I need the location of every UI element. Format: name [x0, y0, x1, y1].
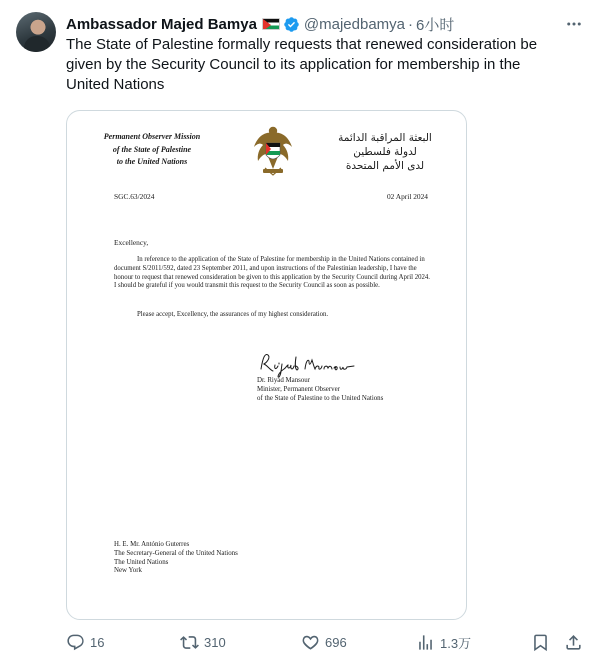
views-button[interactable]: [416, 631, 471, 653]
letterhead-arabic: البعثة المراقبة الدائمة لدولة فلسطين لدى الأمم المتحدة: [338, 132, 432, 172]
reply-button[interactable]: [66, 631, 104, 653]
tweet-actions-bar: [66, 631, 586, 653]
letter-closing: Please accept, Excellency, the assurances of my highest consideration.: [137, 311, 329, 318]
palestine-emblem-icon: [251, 123, 295, 179]
letter-reference: SGC.63/2024: [114, 192, 155, 201]
retweet-count: 310: [204, 634, 226, 650]
share-button[interactable]: [564, 631, 583, 653]
tweet-time[interactable]: 6小时: [416, 16, 455, 34]
views-count: 1.3万: [440, 635, 472, 651]
letter-salutation: Excellency,: [114, 238, 149, 247]
author-name[interactable]: Ambassador Majed Bamya: [66, 15, 257, 33]
like-count: 696: [325, 634, 347, 650]
share-icon: [564, 633, 583, 652]
letter-date: 02 April 2024: [386, 192, 428, 201]
letter-signer: Dr. Riyad Mansour Minister, Permanent Observer of the State of Palestine to the United Nations: [257, 377, 384, 402]
verified-badge-icon[interactable]: [283, 16, 300, 33]
reply-count: 16: [90, 634, 105, 650]
letter-document: [67, 111, 467, 620]
tweet-image[interactable]: [66, 110, 467, 620]
retweet-icon: [180, 633, 199, 652]
palestine-flag-icon: [262, 18, 280, 30]
analytics-icon: [416, 633, 435, 652]
author-avatar[interactable]: [16, 12, 56, 52]
letterhead-english: Permanent Observer Mission of the State of Palestine to the United Nations: [103, 132, 201, 166]
like-button[interactable]: [301, 631, 347, 653]
retweet-button[interactable]: [180, 631, 226, 653]
bookmark-button[interactable]: [531, 631, 550, 653]
handwritten-signature: [257, 347, 357, 379]
tweet-header: [66, 13, 559, 35]
letter-body: In reference to the application of the State of Palestine for membership in the United Nations contained in document S/2011/592, dated 23 September 2011, and upon instructions of the Palestinian leadership, I have the honour to request that renewed consideration be given to this application by the Security Council during April 2024. I should be grateful if you would transmit this request to the Security Council as soon as possible.: [114, 256, 430, 290]
heart-icon: [301, 633, 320, 652]
bookmark-icon: [531, 633, 550, 652]
separator-dot: ·: [408, 15, 414, 33]
reply-icon: [66, 633, 85, 652]
letter-addressee: H. E. Mr. António Guterres The Secretary-General of the United Nations The United Nations New York: [114, 541, 238, 575]
tweet-text: The State of Palestine formally requests that renewed consideration be given by the Security Council to its application for membership in the United Nations: [66, 36, 538, 93]
more-options-icon[interactable]: [563, 14, 585, 34]
author-handle[interactable]: @majedbamya: [303, 15, 406, 33]
